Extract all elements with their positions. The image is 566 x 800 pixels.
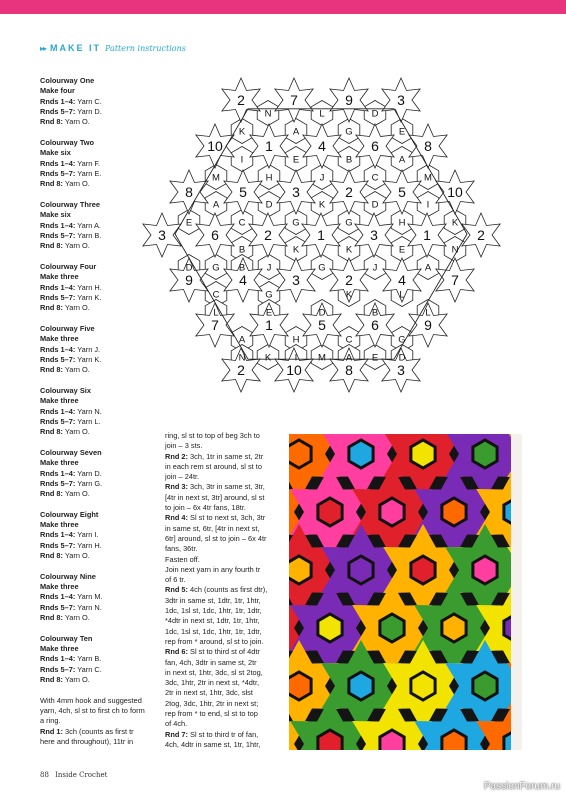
round-label: Rnd 8: bbox=[40, 489, 63, 499]
motif-letter: G bbox=[345, 126, 353, 138]
instruction-line bbox=[165, 534, 283, 544]
motif-letter: H bbox=[265, 172, 273, 184]
photo-hexagon bbox=[289, 672, 311, 700]
round-yarn: Yarn O. bbox=[64, 427, 90, 437]
motif-letter: N bbox=[264, 108, 272, 120]
instruction-text: fan, 4ch, 3dtr in same st, 2tr bbox=[165, 657, 257, 667]
colourway-title: Colourway Seven bbox=[40, 447, 102, 457]
subtitle-label: Pattern instructions bbox=[105, 43, 186, 53]
round-label: Rnds 5–7: bbox=[40, 354, 76, 364]
motif-number: 6 bbox=[371, 317, 379, 333]
motif-number: 6 bbox=[371, 138, 379, 154]
photo-hexagon bbox=[411, 440, 435, 468]
round-label: Rnds 5–7: bbox=[40, 478, 76, 488]
instruction-text: 4ch (counts as first dtr), bbox=[188, 585, 268, 595]
motif-letter: K bbox=[345, 244, 353, 256]
round-yarn: Yarn N. bbox=[77, 406, 102, 416]
round-label: Rnds 1–4: bbox=[40, 158, 76, 168]
motif-number: 3 bbox=[370, 227, 378, 243]
instruction-line bbox=[165, 452, 283, 462]
motif-letter: E bbox=[398, 126, 406, 138]
instruction-line bbox=[165, 575, 283, 585]
round-label: Rnd 8: bbox=[40, 303, 63, 313]
motif-number: 9 bbox=[424, 317, 432, 333]
colourway-round bbox=[40, 469, 160, 479]
colourway-round bbox=[40, 675, 160, 685]
motif-letter: E bbox=[292, 154, 300, 166]
round-label: Rnds 1–4: bbox=[40, 654, 76, 664]
motif-letter: K bbox=[292, 244, 300, 256]
motif-number: 3 bbox=[397, 362, 405, 378]
motif-letter: K bbox=[318, 199, 326, 211]
instruction-text: rep from * to end, sl st to top bbox=[165, 709, 258, 719]
colourway-quantity: Make three bbox=[40, 396, 79, 406]
instruction-line bbox=[165, 524, 283, 534]
instruction-text: Sl st to third st of 4dtr bbox=[188, 647, 260, 657]
motif-number: 8 bbox=[185, 184, 193, 200]
motif-number: 3 bbox=[158, 227, 166, 243]
motif-letter: M bbox=[318, 352, 326, 364]
colourway-title: Colourway Four bbox=[40, 261, 97, 271]
round-label: Rnd 6: bbox=[165, 647, 188, 657]
round-label: Rnd 2: bbox=[165, 451, 188, 461]
instruction-text: Fasten off. bbox=[165, 554, 200, 564]
magazine-name: Inside Crochet bbox=[55, 771, 108, 779]
round-label: Rnd 8: bbox=[40, 551, 63, 561]
round-label: Rnds 5–7: bbox=[40, 540, 76, 550]
round-label: Rnd 7: bbox=[165, 729, 188, 739]
motif-letter: D bbox=[185, 262, 193, 274]
motif-letter: J bbox=[266, 262, 272, 274]
photo-hexagon bbox=[289, 440, 311, 468]
round-label: Rnds 1–4: bbox=[40, 282, 76, 292]
motif-number: 5 bbox=[398, 184, 406, 200]
intro-line: With 4mm hook and suggested bbox=[40, 695, 142, 705]
colourway-block bbox=[40, 634, 160, 685]
round-yarn: Yarn B. bbox=[77, 654, 102, 664]
round-label: Rnds 5–7: bbox=[40, 230, 76, 240]
instruction-line bbox=[165, 688, 283, 698]
round-label: Rnds 5–7: bbox=[40, 168, 76, 178]
colourway-round bbox=[40, 613, 160, 623]
round-label: Rnds 1–4: bbox=[40, 592, 76, 602]
photo-hexagon bbox=[473, 556, 497, 584]
round-yarn: Yarn O. bbox=[64, 303, 90, 313]
motif-letter: D bbox=[398, 352, 406, 364]
instruction-line bbox=[165, 585, 283, 595]
colourway-round bbox=[40, 489, 160, 499]
colourway-title: Colourway Ten bbox=[40, 633, 93, 643]
colourway-title: Colourway One bbox=[40, 76, 95, 85]
round-yarn: Yarn C. bbox=[77, 96, 102, 106]
instruction-line bbox=[165, 596, 283, 606]
instruction-text: in next st, 1htr, 3dc, sl st 2tog, bbox=[165, 667, 263, 677]
motif-number: 1 bbox=[265, 317, 273, 333]
instruction-line bbox=[165, 565, 283, 575]
round-label: Rnds 1–4: bbox=[40, 344, 76, 354]
motif-number: 10 bbox=[286, 362, 302, 378]
instruction-text: Sl st to third tr of fan, bbox=[188, 729, 259, 739]
instruction-text: rep from * around, sl st to join. bbox=[165, 636, 264, 646]
motif-letter: I bbox=[294, 352, 298, 364]
make-it-label: MAKE IT bbox=[50, 43, 102, 53]
motif-number: 3 bbox=[397, 92, 405, 108]
colourway-round bbox=[40, 427, 160, 437]
motif-letter: A bbox=[424, 262, 432, 274]
instruction-line bbox=[165, 503, 283, 513]
motif-letter: G bbox=[212, 262, 220, 274]
colourway-quantity: Make three bbox=[40, 334, 79, 344]
motif-number: 8 bbox=[345, 362, 353, 378]
round-yarn: Yarn L. bbox=[77, 416, 101, 426]
motif-letter: B bbox=[238, 262, 246, 274]
round-label: Rnd 8: bbox=[40, 179, 63, 189]
motif-letter: K bbox=[264, 352, 272, 364]
round-yarn: Yarn O. bbox=[64, 675, 90, 685]
motif-number: 4 bbox=[318, 138, 326, 154]
instruction-text: fans, 36tr. bbox=[165, 544, 198, 554]
motif-number: 1 bbox=[265, 138, 273, 154]
motif-letter: L bbox=[319, 108, 325, 120]
intro-line: a ring. bbox=[40, 716, 61, 726]
instruction-text: Join next yarn in any fourth tr bbox=[165, 564, 261, 574]
instruction-line bbox=[165, 647, 283, 657]
round-yarn: Yarn H. bbox=[77, 282, 102, 292]
round-label: Rnd 8: bbox=[40, 613, 63, 623]
instruction-text: of 6 tr. bbox=[165, 575, 186, 585]
colourway-quantity: Make six bbox=[40, 148, 71, 158]
round-yarn: Yarn E. bbox=[77, 168, 102, 178]
round-yarn: Yarn O. bbox=[64, 613, 90, 623]
motif-letter: A bbox=[398, 154, 406, 166]
colourway-quantity: Make three bbox=[40, 644, 79, 654]
motif-number: 8 bbox=[424, 138, 432, 154]
round-yarn: Yarn O. bbox=[64, 489, 90, 499]
motif-letter: I bbox=[240, 154, 244, 166]
round-yarn: Yarn M. bbox=[77, 592, 103, 602]
colourway-round bbox=[40, 541, 160, 551]
motif-letter: N bbox=[451, 244, 459, 256]
motif-number: 2 bbox=[237, 362, 245, 378]
colourway-round bbox=[40, 417, 160, 427]
round-yarn: Yarn O. bbox=[64, 241, 90, 251]
instruction-text: *4dtr in next st, 1dtr, 1tr, 1htr, bbox=[165, 616, 260, 626]
instruction-line bbox=[165, 513, 283, 523]
crochet-blanket-photo bbox=[289, 434, 522, 750]
round-yarn: Yarn O. bbox=[64, 365, 90, 375]
motif-number: 3 bbox=[292, 184, 300, 200]
motif-number: 2 bbox=[477, 227, 485, 243]
instruction-line bbox=[165, 699, 283, 709]
colourway-round bbox=[40, 654, 160, 664]
instruction-line bbox=[165, 482, 283, 492]
instruction-text: ring, sl st to top of beg 3ch to bbox=[165, 431, 260, 440]
instruction-text: 2tr in next st, 1htr, 3dc, slst bbox=[165, 688, 253, 698]
round-label: Rnd 8: bbox=[40, 675, 63, 685]
motif-letter: M bbox=[212, 172, 220, 184]
instruction-line bbox=[165, 719, 283, 729]
photo-hexagon bbox=[411, 672, 435, 700]
motif-letter: B bbox=[238, 244, 246, 256]
motif-letter: H bbox=[398, 217, 406, 229]
motif-letter: E bbox=[371, 352, 379, 364]
round-yarn: Yarn I. bbox=[77, 530, 99, 540]
arrow-icon: ▸▸ bbox=[40, 43, 47, 53]
round-yarn: Yarn F. bbox=[77, 158, 101, 168]
motif-letter: J bbox=[372, 262, 378, 274]
photo-hexagon bbox=[289, 556, 311, 584]
motif-number: 10 bbox=[207, 138, 223, 154]
colourway-block bbox=[40, 448, 160, 499]
motif-letter: C bbox=[212, 289, 220, 301]
round-label: Rnd 4: bbox=[165, 513, 188, 523]
motif-number: 5 bbox=[239, 184, 247, 200]
motif-letter: E bbox=[265, 307, 273, 319]
instruction-line bbox=[165, 493, 283, 503]
instruction-text: 3dtr in same st, 1dtr, 1tr, 1htr, bbox=[165, 595, 261, 605]
round-label: Rnds 1–4: bbox=[40, 468, 76, 478]
round-label: Rnd 8: bbox=[40, 117, 63, 127]
instruction-text: 4ch, 4dtr in same st, 1tr, 1htr, bbox=[165, 739, 261, 749]
instruction-line bbox=[165, 616, 283, 626]
motif-letter: D bbox=[371, 108, 379, 120]
motif-number: 7 bbox=[290, 92, 298, 108]
instruction-text: join – 3 sts. bbox=[165, 441, 203, 451]
photo-hexagon bbox=[442, 498, 466, 526]
intro-line: yarn, 4ch, sl st to first ch to form bbox=[40, 706, 145, 716]
round-label: Rnd 8: bbox=[40, 427, 63, 437]
round-yarn: Yarn N. bbox=[77, 602, 102, 612]
round-yarn: Yarn O. bbox=[64, 551, 90, 561]
motif-letter: G bbox=[292, 217, 300, 229]
page-footer bbox=[40, 771, 107, 779]
page-number: 88 bbox=[40, 771, 49, 779]
photo-hexagon bbox=[380, 614, 404, 642]
motif-letter: A bbox=[238, 334, 246, 346]
colourway-block bbox=[40, 510, 160, 561]
photo-hexagon bbox=[349, 556, 373, 584]
instruction-line bbox=[165, 637, 283, 647]
motif-number: 3 bbox=[292, 272, 300, 288]
colourway-title: Colourway Nine bbox=[40, 571, 96, 581]
instruction-text: 1dc, 1sl st, 1dc, 1htr, 1tr, 1dtr, bbox=[165, 606, 262, 616]
round-yarn: Yarn K. bbox=[77, 354, 102, 364]
motif-letter: L bbox=[425, 307, 431, 319]
colourway-round bbox=[40, 530, 160, 540]
motif-number: 5 bbox=[318, 317, 326, 333]
photo-hexagon bbox=[473, 672, 497, 700]
round-label: Rnds 1–4: bbox=[40, 406, 76, 416]
photo-hexagon bbox=[318, 498, 342, 526]
photo-hexagon bbox=[442, 614, 466, 642]
round-yarn: Yarn D. bbox=[77, 106, 102, 116]
colourway-title: Colourway Three bbox=[40, 199, 100, 209]
round-yarn: Yarn O. bbox=[64, 179, 90, 189]
instruction-line bbox=[165, 606, 283, 616]
rnd1-line: here and throughout), 11tr in bbox=[40, 737, 134, 747]
round-label: Rnd 8: bbox=[40, 241, 63, 251]
photo-hexagon bbox=[318, 614, 342, 642]
photo-hexagon bbox=[411, 556, 435, 584]
motif-letter: H bbox=[292, 334, 300, 346]
round-yarn: Yarn D. bbox=[77, 468, 102, 478]
round-label: Rnds 5–7: bbox=[40, 292, 76, 302]
instruction-line bbox=[165, 709, 283, 719]
motif-number: 2 bbox=[345, 272, 353, 288]
round-yarn: Yarn A. bbox=[77, 220, 101, 230]
motif-number: 1 bbox=[317, 227, 325, 243]
colourway-quantity: Make six bbox=[40, 210, 71, 220]
colourway-quantity: Make three bbox=[40, 458, 79, 468]
round-label: Rnds 1–4: bbox=[40, 530, 76, 540]
photo-hexagon bbox=[349, 440, 373, 468]
motif-letter: G bbox=[265, 289, 273, 301]
motif-number: 6 bbox=[211, 227, 219, 243]
instruction-text: in same st, 6tr, [4tr in next st, bbox=[165, 523, 260, 533]
instruction-text: in each rem st around, sl st to bbox=[165, 461, 262, 471]
instruction-line bbox=[165, 555, 283, 565]
colourway-title: Colourway Six bbox=[40, 385, 91, 395]
round-label: Rnds 5–7: bbox=[40, 416, 76, 426]
instruction-line bbox=[165, 678, 283, 688]
motif-letter: G bbox=[345, 217, 353, 229]
round-label: Rnds 5–7: bbox=[40, 664, 76, 674]
round-label: Rnds 5–7: bbox=[40, 106, 76, 116]
round-label: Rnd 5: bbox=[165, 585, 188, 595]
motif-number: 2 bbox=[345, 184, 353, 200]
rnd1-line bbox=[40, 727, 160, 737]
colourway-round bbox=[40, 551, 160, 561]
round-label: Rnds 1–4: bbox=[40, 96, 76, 106]
instructions-column bbox=[165, 431, 283, 750]
motif-letter: C bbox=[345, 334, 353, 346]
motif-letter: N bbox=[238, 352, 246, 364]
colourway-title: Colourway Two bbox=[40, 137, 95, 147]
colourway-round bbox=[40, 603, 160, 613]
colourway-round bbox=[40, 592, 160, 602]
round-label: Rnds 1–4: bbox=[40, 220, 76, 230]
round-label: Rnd 3: bbox=[165, 482, 188, 492]
motif-letter: C bbox=[238, 217, 246, 229]
motif-letter: E bbox=[398, 244, 406, 256]
motif-letter: L bbox=[399, 289, 405, 301]
motif-number: 7 bbox=[451, 272, 459, 288]
motif-number: 10 bbox=[447, 184, 463, 200]
motif-number: 9 bbox=[345, 92, 353, 108]
round-yarn: Yarn K. bbox=[77, 292, 102, 302]
instruction-text: [4tr in next st, 3tr] around, sl st bbox=[165, 492, 265, 502]
motif-number: 2 bbox=[264, 227, 272, 243]
motif-letter: A bbox=[345, 352, 353, 364]
round-yarn: Yarn H. bbox=[77, 540, 102, 550]
motif-letter: A bbox=[212, 199, 220, 211]
motif-letter: D bbox=[318, 307, 326, 319]
instruction-text: 3dc, 1htr, 2tr in next st, *4dtr, bbox=[165, 678, 260, 688]
instruction-line bbox=[165, 472, 283, 482]
colourway-block bbox=[40, 572, 160, 623]
colourway-quantity: Make three bbox=[40, 272, 79, 282]
motif-letter: D bbox=[371, 199, 379, 211]
round-yarn: Yarn C. bbox=[77, 664, 102, 674]
round-yarn: Yarn J. bbox=[77, 344, 101, 354]
motif-letter: K bbox=[345, 289, 353, 301]
colourway-quantity: Make three bbox=[40, 520, 79, 530]
photo-hexagon bbox=[380, 498, 404, 526]
instruction-text: Sl st to next st, 3ch, 3tr bbox=[188, 513, 266, 523]
motif-letter: J bbox=[319, 172, 325, 184]
motif-letter: G bbox=[398, 334, 406, 346]
colourway-quantity: Make four bbox=[40, 86, 75, 96]
round-yarn: Yarn B. bbox=[77, 230, 102, 240]
instruction-text: 2tog, 3dc, 1htr, 2tr in next st; bbox=[165, 698, 259, 708]
motif-letter: D bbox=[265, 199, 273, 211]
photo-hexagon bbox=[473, 440, 497, 468]
round-label: Rnds 5–7: bbox=[40, 602, 76, 612]
motif-letter: L bbox=[213, 307, 219, 319]
motif-letter: M bbox=[424, 172, 432, 184]
intro-text bbox=[40, 696, 160, 747]
motif-letter: I bbox=[426, 199, 430, 211]
motif-number: 2 bbox=[237, 92, 245, 108]
instruction-text: 6tr] around, sl st to join – 6x 4tr bbox=[165, 533, 267, 543]
instruction-line bbox=[165, 544, 283, 554]
round-text: 3ch (counts as first tr bbox=[63, 726, 134, 736]
instruction-text: to join – 6x 4tr fans, 18tr. bbox=[165, 503, 246, 513]
instruction-line bbox=[165, 462, 283, 472]
colourway-quantity: Make three bbox=[40, 582, 79, 592]
colourway-round bbox=[40, 665, 160, 675]
instruction-line bbox=[165, 658, 283, 668]
motif-number: 9 bbox=[185, 272, 193, 288]
instruction-line bbox=[165, 441, 283, 451]
instruction-line bbox=[165, 431, 283, 441]
round-yarn: Yarn G. bbox=[77, 478, 103, 488]
watermark: PassionForum.ru bbox=[483, 781, 560, 792]
instruction-line bbox=[165, 740, 283, 750]
instruction-line bbox=[165, 730, 283, 740]
motif-number: 7 bbox=[211, 317, 219, 333]
round-yarn: Yarn O. bbox=[64, 117, 90, 127]
colourway-title: Colourway Five bbox=[40, 323, 95, 333]
instruction-text: 3ch, 1tr in same st, 2tr bbox=[188, 451, 264, 461]
motif-letter: A bbox=[292, 126, 300, 138]
instruction-line bbox=[165, 668, 283, 678]
colourway-round bbox=[40, 407, 160, 417]
motif-number: 4 bbox=[239, 272, 247, 288]
instruction-text: of 4ch. bbox=[165, 719, 188, 729]
motif-letter: C bbox=[371, 172, 379, 184]
motif-letter: B bbox=[345, 154, 353, 166]
motif-number: 4 bbox=[398, 272, 406, 288]
photo-hexagon bbox=[349, 672, 373, 700]
instruction-text: 1dc, 1sl st, 1dc, 1htr, 1tr, 1dtr, bbox=[165, 626, 262, 636]
round-label: Rnd 1: bbox=[40, 726, 63, 736]
instruction-line bbox=[165, 627, 283, 637]
colourway-title: Colourway Eight bbox=[40, 509, 99, 519]
motif-letter: K bbox=[238, 126, 246, 138]
motif-letter: E bbox=[185, 217, 193, 229]
motif-letter: B bbox=[371, 307, 379, 319]
colourway-round bbox=[40, 479, 160, 489]
motif-number: 1 bbox=[423, 227, 431, 243]
instruction-text: join – 24tr. bbox=[165, 472, 200, 482]
round-label: Rnd 8: bbox=[40, 365, 63, 375]
motif-letter: K bbox=[451, 217, 459, 229]
instruction-text: 3ch, 3tr in same st, 3tr, bbox=[188, 482, 265, 492]
motif-letter: G bbox=[318, 262, 326, 274]
